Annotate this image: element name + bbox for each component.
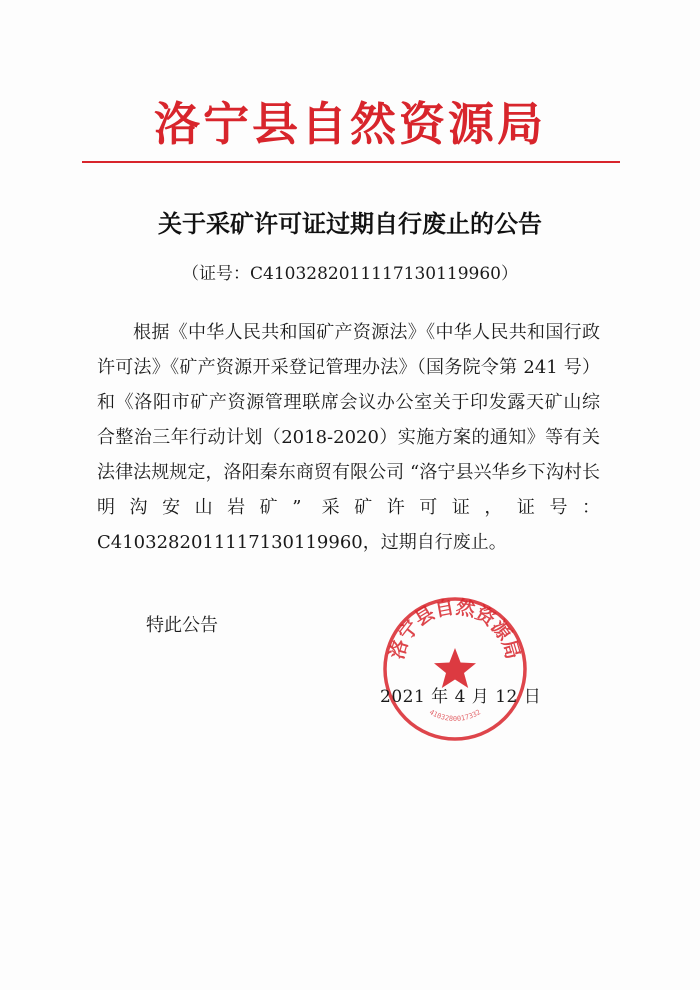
red-divider-line	[82, 161, 620, 163]
issue-date: 2021 年 4 月 12 日	[380, 687, 542, 707]
closing-statement: 特此公告	[146, 615, 218, 636]
org-masthead: 洛宁县自然资源局	[154, 97, 546, 151]
seal-star-icon	[434, 648, 476, 688]
official-seal-stamp	[380, 594, 530, 744]
seal-org-text: 洛宁县自然资源局	[386, 596, 524, 662]
seal-serial-text: 4103280017332	[427, 708, 483, 724]
certificate-number-line: （证号：C4103282011117130119960）	[182, 264, 518, 284]
notice-body: 根据《中华人民共和国矿产资源法》《中华人民共和国行政许可法》《矿产资源开采登记管理办法》（国务院令第 241 号）和《洛阳市矿产资源管理联席会议办公室关于印发露天矿山综合整治三年行动计划（2018-2020）实施方案的通知》等有关法律法规规定，洛阳秦东商贸有限公司 “洛宁县兴华乡下沟村长明沟安山岩矿” 采矿许可证，证号：C4103282011117130119960，过期自行废止。	[97, 322, 600, 553]
notice-title: 关于采矿许可证过期自行废止的公告	[158, 210, 542, 238]
